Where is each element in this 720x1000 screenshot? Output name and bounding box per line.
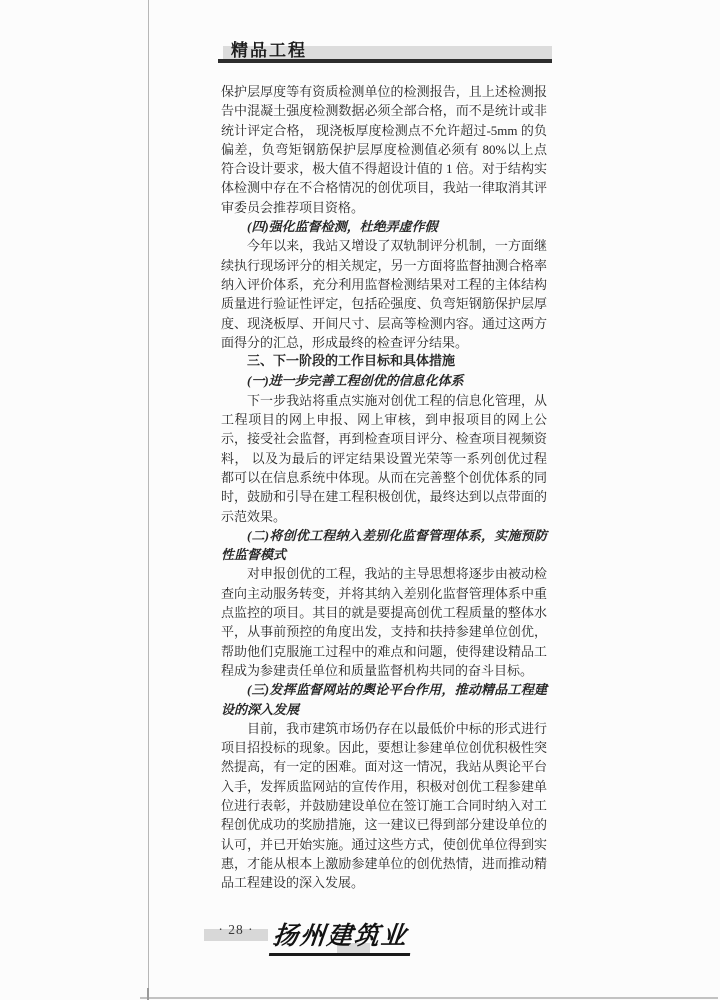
subsection-heading: (四)强化监督检测，杜绝弄虚作假 [247,219,438,235]
journal-logo: 扬州建筑业 [269,916,414,956]
page-bottom-edge [140,997,718,999]
body-paragraph-continued: 保护层厚度等有资质检测单位的检测报告，且上述检测报告中混凝土强度检测数据必须全部合格，而不是统计或非统计评定合格， 现浇板厚度检测点不允许超过-5mm 的负偏差，负弯矩钢筋保护层厚度检测值必须有 80%以上点符合设计要求，极大值不得超设计值的 1 倍。对于结构实体检测中存在不合格情况的创优项目，我站一律取消其评审委员会推荐项目资格。 [221,84,547,215]
body-paragraph: 对申报创优的工程，我站的主导思想将逐步由被动检查向主动服务转变，并将其纳入差别化监督管理体系中重点监控的项目。其目的就是要提高创优工程质量的整体水平，从事前预控的角度出发，支持和扶持参建单位创优，帮助他们克服施工过程中的难点和问题，使得建设精品工程成为参建责任单位和质量监督机构共同的奋斗目标。 [221,566,547,678]
subsection-heading: (二)将创优工程纳入差别化监督管理体系，实施预防性监督模式 [221,527,547,563]
subsection-heading: (三)发挥监督网站的舆论平台作用，推动精品工程建设的深入发展 [221,682,547,717]
body-paragraph: 目前，我市建筑市场仍存在以最低价中标的形式进行项目招投标的现象。因此，要想让参建单位创优积极性突然提高，有一定的困难。面对这一情况，我站从舆论平台入手，发挥质监网站的宣传作用，积极对创优工程参建单位进行表彰，并鼓励建设单位在签订施工合同时纳入对工程创优成功的奖励措施，这一建议已得到部分建设单位的认可，并已开始实施。通过这些方式，使创优单位得到实惠，才能从根本上激励参建单位的创优热情，进而推动精品工程建设的深入发展。 [221,720,547,891]
page-title: 精品工程 [231,41,307,61]
page-fold-line [148,0,149,1000]
subsection-heading: (一)进一步完善工程创优的信息化体系 [247,373,464,389]
body-paragraph: 今年以来，我站又增设了双轨制评分机制，一方面继续执行现场评分的相关规定，另一方面将监督抽测合格率纳入评价体系，充分利用监督检测结果对工程的主体结构质量进行验证性评定，包括砼强度、负弯矩钢筋保护层厚度、现浇板厚、开间尺寸、层高等检测内容。通过这两方面得分的汇总，形成最终的检查评分结果。 [221,238,547,350]
page-number: · 28 · [218,922,254,937]
article [221,82,547,892]
section-heading: 三、下一阶段的工作目标和具体措施 [247,354,456,370]
body-paragraph: 下一步我站将重点实施对创优工程的信息化管理，从工程项目的网上申报、网上审核，到申报项目的网上公示，接受社会监督，再到检查项目评分、检查项目视频资料， 以及为最后的评定结果设置光荣等一系列创优过程都可以在信息系统中体现。从而在完善整个创优体系的同时，鼓励和引导在建工程积极创优，最终达到以点带面的示范效果。 [221,392,547,524]
